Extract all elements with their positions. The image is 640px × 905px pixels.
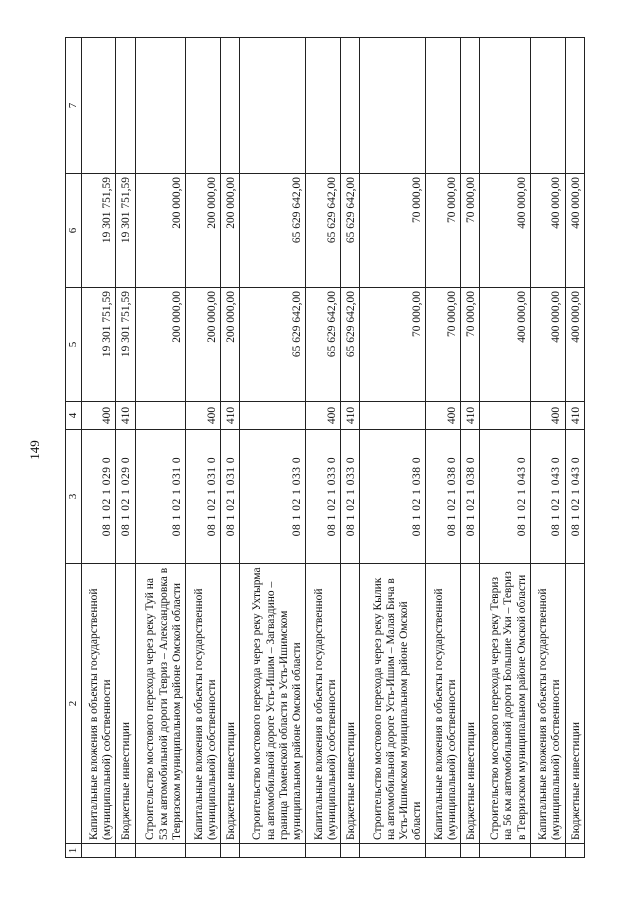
cell-value-6: 400 000,00 — [565, 174, 584, 288]
cell-value-5: 65 629 642,00 — [240, 288, 306, 402]
cell-value-6: 19 301 751,59 — [81, 174, 116, 288]
cell-kvr: 400 — [530, 402, 565, 430]
budget-table — [65, 37, 585, 858]
cell-name: Капитальные вложения в объекты государственной (муниципальной) собственности — [530, 564, 565, 844]
cell-kvr: 400 — [81, 402, 116, 430]
cell-value-5: 200 000,00 — [135, 288, 185, 402]
cell-col1 — [240, 844, 306, 858]
cell-col1 — [81, 844, 116, 858]
cell-col1 — [530, 844, 565, 858]
table-row — [306, 38, 341, 858]
cell-value-5: 400 000,00 — [530, 288, 565, 402]
cell-code: 08 1 02 1 033 0 — [240, 430, 306, 564]
cell-code: 08 1 02 1 031 0 — [135, 430, 185, 564]
cell-value-7 — [426, 38, 461, 174]
cell-col1 — [426, 844, 461, 858]
cell-value-7 — [81, 38, 116, 174]
table-row — [565, 38, 584, 858]
cell-value-5: 70 000,00 — [360, 288, 426, 402]
cell-kvr — [480, 402, 530, 430]
table-row — [135, 38, 185, 858]
cell-value-5: 65 629 642,00 — [306, 288, 341, 402]
cell-code: 08 1 02 1 033 0 — [306, 430, 341, 564]
cell-code: 08 1 02 1 031 0 — [220, 430, 239, 564]
cell-value-7 — [306, 38, 341, 174]
table-row — [480, 38, 530, 858]
cell-value-7 — [186, 38, 221, 174]
cell-code: 08 1 02 1 029 0 — [81, 430, 116, 564]
cell-kvr: 410 — [116, 402, 135, 430]
cell-kvr: 410 — [565, 402, 584, 430]
table-row — [360, 38, 426, 858]
cell-code: 08 1 02 1 038 0 — [426, 430, 461, 564]
cell-code: 08 1 02 1 031 0 — [186, 430, 221, 564]
cell-value-7 — [135, 38, 185, 174]
cell-value-7 — [565, 38, 584, 174]
cell-name: Бюджетные инвестиции — [461, 564, 480, 844]
cell-value-7 — [530, 38, 565, 174]
cell-kvr — [240, 402, 306, 430]
cell-kvr: 400 — [186, 402, 221, 430]
cell-code: 08 1 02 1 038 0 — [360, 430, 426, 564]
cell-name: Бюджетные инвестиции — [565, 564, 584, 844]
table-body — [81, 38, 584, 858]
table-row — [530, 38, 565, 858]
table-row — [116, 38, 135, 858]
table-row — [186, 38, 221, 858]
table-row — [461, 38, 480, 858]
cell-value-7 — [360, 38, 426, 174]
cell-value-6: 19 301 751,59 — [116, 174, 135, 288]
cell-value-6: 70 000,00 — [360, 174, 426, 288]
cell-name: Капитальные вложения в объекты государственной (муниципальной) собственности — [426, 564, 461, 844]
table-row — [220, 38, 239, 858]
cell-col1 — [480, 844, 530, 858]
col-header-2: 2 — [66, 564, 82, 844]
cell-value-6: 400 000,00 — [480, 174, 530, 288]
cell-kvr: 410 — [461, 402, 480, 430]
header-row — [66, 38, 82, 858]
cell-value-5: 400 000,00 — [480, 288, 530, 402]
cell-name: Капитальные вложения в объекты государственной (муниципальной) собственности — [306, 564, 341, 844]
cell-col1 — [306, 844, 341, 858]
col-header-4: 4 — [66, 402, 82, 430]
cell-value-5: 400 000,00 — [565, 288, 584, 402]
cell-value-6: 70 000,00 — [426, 174, 461, 288]
cell-code: 08 1 02 1 043 0 — [480, 430, 530, 564]
cell-name: Бюджетные инвестиции — [341, 564, 360, 844]
cell-kvr — [135, 402, 185, 430]
page-number: 149 — [27, 440, 42, 460]
cell-name: Бюджетные инвестиции — [116, 564, 135, 844]
cell-code: 08 1 02 1 033 0 — [341, 430, 360, 564]
col-header-7: 7 — [66, 38, 82, 174]
cell-name: Строительство мостового перехода через реку Тевриз на 56 км автомобильной дороги Большие Уки – Тевриз в Тевризском муниципальном районе Омской области — [480, 564, 530, 844]
cell-code: 08 1 02 1 043 0 — [530, 430, 565, 564]
cell-value-6: 200 000,00 — [135, 174, 185, 288]
rotated-table-wrapper — [65, 38, 585, 858]
cell-value-5: 70 000,00 — [426, 288, 461, 402]
cell-code: 08 1 02 1 043 0 — [565, 430, 584, 564]
table-row — [81, 38, 116, 858]
table-row — [341, 38, 360, 858]
col-header-6: 6 — [66, 174, 82, 288]
cell-code: 08 1 02 1 029 0 — [116, 430, 135, 564]
cell-value-6: 65 629 642,00 — [306, 174, 341, 288]
cell-name: Строительство мостового перехода через реку Туй на 53 км автомобильной дороги Тевриз – Александровка в Тевризском муниципальном районе Омской области — [135, 564, 185, 844]
cell-value-7 — [461, 38, 480, 174]
cell-value-6: 200 000,00 — [186, 174, 221, 288]
cell-value-6: 65 629 642,00 — [240, 174, 306, 288]
col-header-5: 5 — [66, 288, 82, 402]
cell-value-6: 400 000,00 — [530, 174, 565, 288]
cell-value-7 — [240, 38, 306, 174]
cell-value-7 — [480, 38, 530, 174]
cell-code: 08 1 02 1 038 0 — [461, 430, 480, 564]
cell-col1 — [135, 844, 185, 858]
col-header-1: 1 — [66, 844, 82, 858]
cell-col1 — [116, 844, 135, 858]
table-row — [426, 38, 461, 858]
cell-value-7 — [341, 38, 360, 174]
cell-kvr: 410 — [220, 402, 239, 430]
cell-value-5: 65 629 642,00 — [341, 288, 360, 402]
cell-col1 — [565, 844, 584, 858]
col-header-3: 3 — [66, 430, 82, 564]
cell-value-6: 70 000,00 — [461, 174, 480, 288]
cell-value-6: 200 000,00 — [220, 174, 239, 288]
cell-col1 — [220, 844, 239, 858]
table-row — [240, 38, 306, 858]
cell-name: Капитальные вложения в объекты государственной (муниципальной) собственности — [186, 564, 221, 844]
cell-kvr: 400 — [426, 402, 461, 430]
cell-value-5: 200 000,00 — [220, 288, 239, 402]
cell-col1 — [341, 844, 360, 858]
cell-kvr — [360, 402, 426, 430]
cell-value-5: 200 000,00 — [186, 288, 221, 402]
cell-name: Капитальные вложения в объекты государственной (муниципальной) собственности — [81, 564, 116, 844]
cell-value-5: 19 301 751,59 — [116, 288, 135, 402]
cell-col1 — [360, 844, 426, 858]
cell-kvr: 410 — [341, 402, 360, 430]
cell-name: Бюджетные инвестиции — [220, 564, 239, 844]
cell-value-6: 65 629 642,00 — [341, 174, 360, 288]
cell-value-5: 70 000,00 — [461, 288, 480, 402]
cell-kvr: 400 — [306, 402, 341, 430]
cell-col1 — [186, 844, 221, 858]
cell-value-7 — [220, 38, 239, 174]
cell-name: Строительство мостового перехода через реку Ухтырма на автомобильной дороге Усть-Ишим – Загваздино – граница Тюменской области в Усть-Ишимском муниципальном районе Омской области — [240, 564, 306, 844]
cell-value-5: 19 301 751,59 — [81, 288, 116, 402]
cell-value-7 — [116, 38, 135, 174]
cell-name: Строительство мостового перехода через реку Кылик на автомобильной дороге Усть-Ишим – Малая Бича в Усть-Ишимском муниципальном районе Омской области — [360, 564, 426, 844]
cell-col1 — [461, 844, 480, 858]
